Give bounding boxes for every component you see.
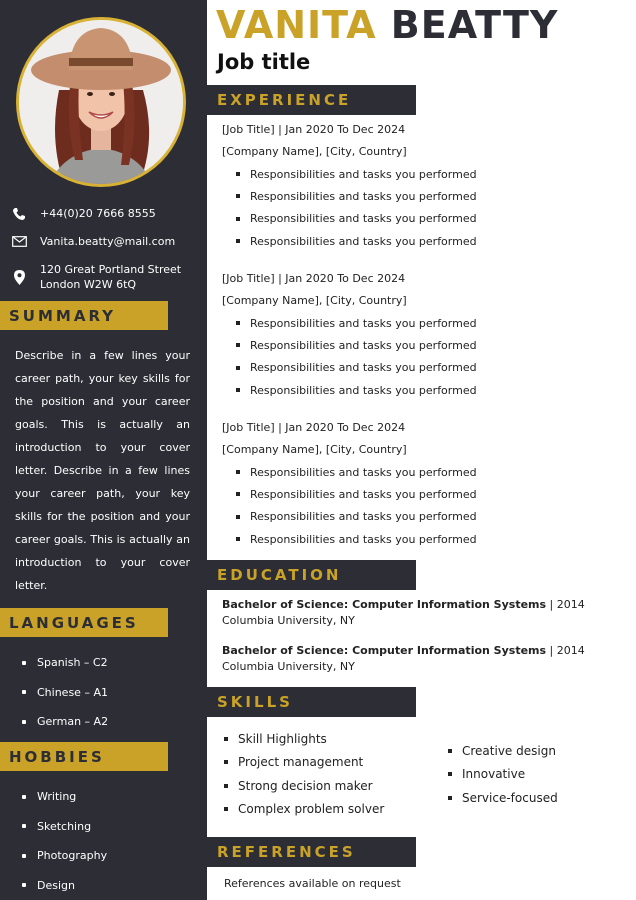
list-item: Responsibilities and tasks you performed [222, 312, 602, 334]
candidate-name [216, 2, 558, 48]
languages-heading-band [0, 608, 168, 637]
list-item: Responsibilities and tasks you performed [222, 379, 602, 401]
first-name: VANITA [216, 3, 377, 47]
languages-list [22, 648, 108, 737]
email-address: Vanita.beatty@mail.com [40, 235, 176, 248]
experience-entry [222, 119, 602, 252]
list-item: Responsibilities and tasks you performed [222, 208, 602, 230]
list-item: Skill Highlights [224, 727, 384, 751]
skills-list-left [224, 727, 384, 821]
education-heading: EDUCATION [217, 566, 342, 584]
list-item: Responsibilities and tasks you performed [222, 230, 602, 252]
company-line: [Company Name], [City, Country] [222, 145, 407, 158]
list-item: Responsibilities and tasks you performed [222, 185, 602, 207]
job-title-line: [Job Title] | Jan 2020 To Dec 2024 [222, 272, 406, 285]
list-item: Project management [224, 751, 384, 775]
languages-heading: LANGUAGES [9, 613, 139, 632]
references-text: References available on request [224, 877, 401, 890]
list-item: Spanish – C2 [22, 648, 108, 678]
location-pin-icon [10, 262, 28, 292]
list-item: Writing [22, 782, 107, 812]
contact-phone [10, 206, 156, 221]
list-item: Service-focused [448, 786, 558, 810]
school: Columbia University, NY [222, 660, 355, 673]
experience-entry [222, 268, 602, 401]
list-item: Photography [22, 841, 107, 871]
education-heading-band [207, 560, 416, 590]
school: Columbia University, NY [222, 614, 355, 627]
degree: Bachelor of Science: Computer Information Systems [222, 644, 547, 657]
list-item: Responsibilities and tasks you performed [222, 528, 602, 550]
list-item: Responsibilities and tasks you performed [222, 334, 602, 356]
hobbies-heading: HOBBIES [9, 747, 105, 766]
experience-heading-band [207, 85, 416, 115]
list-item: German – A2 [22, 707, 108, 737]
skills-heading: SKILLS [217, 693, 293, 711]
job-title-line: [Job Title] | Jan 2020 To Dec 2024 [222, 421, 406, 434]
list-item: Responsibilities and tasks you performed [222, 483, 602, 505]
address-line-2: London W2W 6tQ [40, 278, 137, 291]
degree-year: | 2014 [546, 598, 585, 611]
job-title: Job title [217, 50, 311, 74]
list-item: Responsibilities and tasks you performed [222, 357, 602, 379]
company-line: [Company Name], [City, Country] [222, 294, 407, 307]
experience-heading: EXPERIENCE [217, 91, 352, 109]
sidebar [0, 0, 207, 900]
list-item: Sketching [22, 812, 107, 842]
summary-text: Describe in a few lines your career path, your key skills for the position and your career goals. This is actually an introduction to your cover letter. Describe in a few lines your career path, your key skills for the position and your career goals. This is actually an introduction to your cover letter. [15, 349, 190, 592]
skills-list-right [448, 739, 558, 810]
list-item: Chinese – A1 [22, 678, 108, 708]
profile-photo [19, 20, 183, 184]
list-item: Responsibilities and tasks you performed [222, 461, 602, 483]
summary-heading: SUMMARY [9, 306, 117, 325]
job-title-line: [Job Title] | Jan 2020 To Dec 2024 [222, 123, 406, 136]
profile-photo-frame [16, 17, 186, 187]
address-line-1: 120 Great Portland Street [40, 263, 182, 276]
summary-heading-band [0, 301, 168, 330]
phone-number: +44(0)20 7666 8555 [40, 207, 156, 220]
contact-email [10, 234, 175, 249]
references-heading-band [207, 837, 416, 867]
list-item: Responsibilities and tasks you performed [222, 163, 602, 185]
list-item: Creative design [448, 739, 558, 763]
company-line: [Company Name], [City, Country] [222, 443, 407, 456]
list-item: Complex problem solver [224, 798, 384, 822]
mail-icon [10, 234, 28, 249]
list-item: Design [22, 871, 107, 900]
degree-year: | 2014 [546, 644, 585, 657]
contact-address [10, 262, 181, 292]
education-entry [222, 597, 585, 629]
references-heading: REFERENCES [217, 843, 356, 861]
last-name: BEATTY [390, 3, 559, 47]
list-item: Innovative [448, 763, 558, 787]
list-item: Strong decision maker [224, 774, 384, 798]
experience-entry [222, 417, 602, 550]
list-item: Responsibilities and tasks you performed [222, 506, 602, 528]
degree: Bachelor of Science: Computer Information Systems [222, 598, 547, 611]
skills-heading-band [207, 687, 416, 717]
hobbies-list [22, 782, 107, 900]
phone-icon [10, 206, 28, 221]
hobbies-heading-band [0, 742, 168, 771]
education-entry [222, 643, 585, 675]
